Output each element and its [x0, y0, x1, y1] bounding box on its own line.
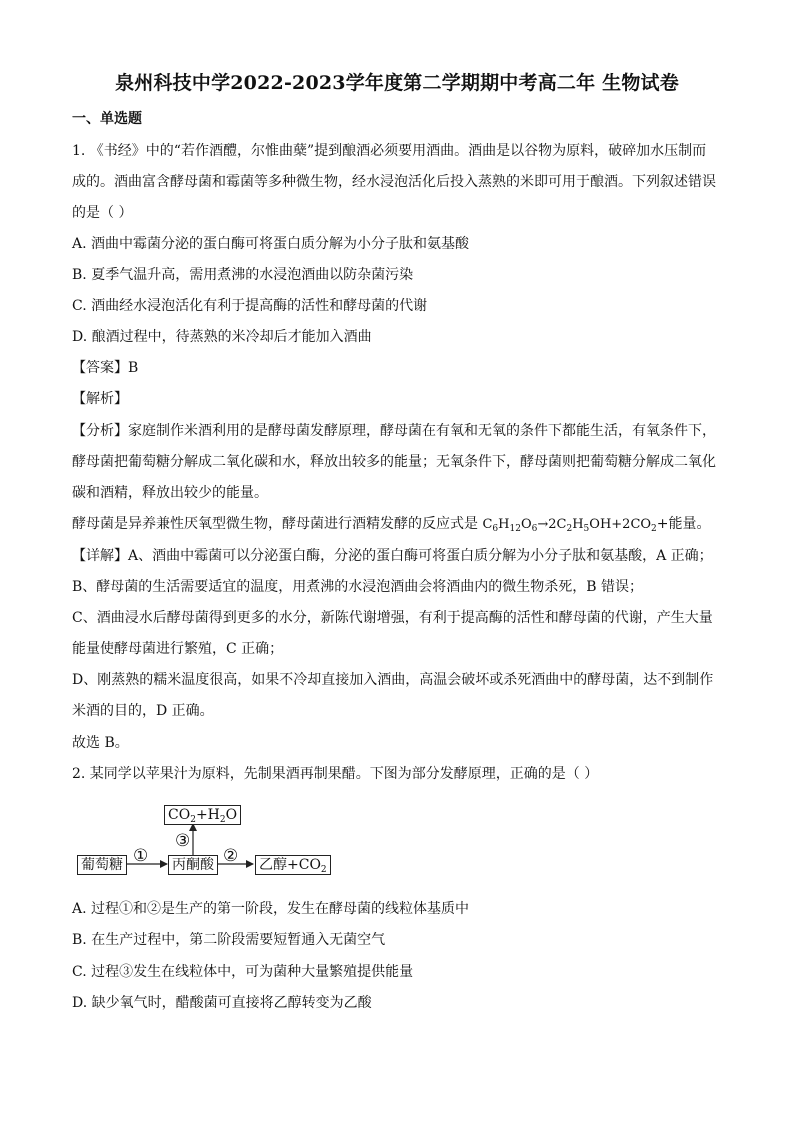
q1-detail-line: C、酒曲浸水后酵母菌得到更多的水分，新陈代谢增强，有利于提高酶的活性和酵母菌的代谢，产生大量 [72, 610, 713, 626]
glucose-box: 葡萄糖 [77, 855, 127, 875]
q1-detail-line: 【详解】A、酒曲中霉菌可以分泌蛋白酶，分泌的蛋白酶可将蛋白质分解为小分子肽和氨基酸，A 正确； [72, 548, 713, 564]
reaction-suffix: +能量。 [656, 516, 711, 532]
reaction-equation: $C_6H_{12}O_6\to 2C_2H_5OH+2CO_2$ [482, 517, 657, 534]
q1-detail-line: B、酵母菌的生活需要适宜的温度，用煮沸的水浸泡酒曲会将酒曲内的微生物杀死，B 错误； [72, 579, 644, 595]
ethanol-co2-box: 乙醇$+CO_2$ [255, 855, 331, 875]
q1-reaction-line [72, 514, 711, 535]
q2-option-b: B. 在生产过程中，第二阶段需要短暂通入无菌空气 [72, 932, 386, 948]
q1-analysis-line: 【分析】家庭制作米酒利用的是酵母菌发酵原理，酵母菌在有氧和无氧的条件下都能生活，有氧条件下， [72, 423, 716, 439]
q1-option-d: D. 酿酒过程中，待蒸熟的米冷却后才能加入酒曲 [72, 329, 372, 345]
q1-conclusion: 故选 B。 [72, 735, 129, 751]
co2-h2o-box: $CO_2+H_2O$ [164, 805, 241, 825]
q1-detail-line: D、刚蒸熟的糯米温度很高，如果不冷却直接加入酒曲，高温会破坏或杀死酒曲中的酵母菌，达不到制作 [72, 672, 714, 688]
pyruvate-box: 丙酮酸 [168, 855, 218, 875]
q1-stem-line: 成的。酒曲富含酵母菌和霉菌等多种微生物，经水浸泡活化后投入蒸熟的米即可用于酿酒。下列叙述错误 [72, 174, 716, 190]
q1-detail-line: 米酒的目的，D 正确。 [72, 703, 214, 719]
reaction-prefix: 酵母菌是异养兼性厌氧型微生物，酵母菌进行酒精发酵的反应式是 [72, 516, 483, 532]
q2-stem: 2. 某同学以苹果汁为原料，先制果酒再制果醋。下图为部分发酵原理，正确的是（ ） [72, 766, 599, 782]
q1-analysis-line: 酵母菌把葡萄糖分解成二氧化碳和水，释放出较多的能量；无氧条件下，酵母菌则把葡萄糖分解成二氧化 [72, 454, 716, 470]
q1-stem-line: 的是（ ） [72, 205, 133, 221]
q1-answer: 【答案】B [72, 360, 139, 376]
exam-title: 泉州科技中学2022-2023学年度第二学期期中考高二年 生物试卷 [115, 72, 679, 94]
q1-analysis-line: 碳和酒精，释放出较少的能量。 [72, 485, 268, 501]
section-heading: 一、单选题 [72, 111, 142, 127]
q1-option-a: A. 酒曲中霉菌分泌的蛋白酶可将蛋白质分解为小分子肽和氨基酸 [72, 236, 470, 252]
step1-label: ① [133, 846, 149, 866]
q1-option-b: B. 夏季气温升高，需用煮沸的水浸泡酒曲以防杂菌污染 [72, 267, 414, 283]
q1-detail-line: 能量使酵母菌进行繁殖，C 正确； [72, 641, 284, 657]
step2-label: ② [223, 846, 239, 866]
q2-option-c: C. 过程③发生在线粒体中，可为菌种大量繁殖提供能量 [72, 964, 414, 980]
q1-option-c: C. 酒曲经水浸泡活化有利于提高酶的活性和酵母菌的代谢 [72, 298, 428, 314]
step3-label: ③ [175, 831, 191, 851]
q2-option-d: D. 缺少氧气时，醋酸菌可直接将乙醇转变为乙酸 [72, 995, 372, 1011]
q2-option-a: A. 过程①和②是生产的第一阶段，发生在酵母菌的线粒体基质中 [72, 901, 470, 917]
q1-stem-line: 1. 《书经》中的“若作酒醴，尔惟曲蘖”提到酿酒必须要用酒曲。酒曲是以谷物为原料，破碎加水压制而 [72, 143, 707, 159]
q1-analysis-label: 【解析】 [72, 391, 128, 407]
